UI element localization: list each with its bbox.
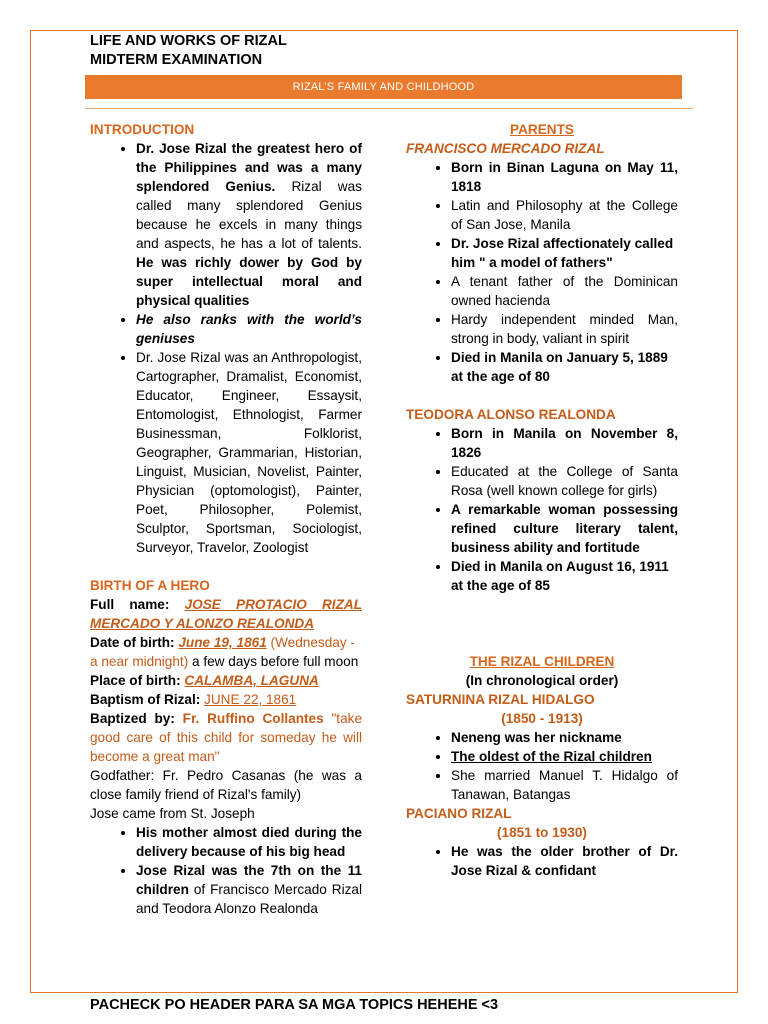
list-item (451, 234, 678, 272)
intro-professions: Dr. Jose Rizal was an Anthropologist, Cartographer, Dramalist, Economist, Educator, Engineer, Essaysit, Entomologist, Ethnologist, Farmer Businessman, Folklorist, Geographer, Grammarian, Historian, Linguist, Musician, Novelist, Painter, Physician (optomologist), Painter, Poet, Philosopher, Polemist, Sculptor, Sportsman, Sociologist, Surveyor, Travelor, Zoologist (136, 350, 362, 555)
mother-item: Educated at the College of Santa Rosa (well known college for girls) (451, 464, 678, 498)
list-item (451, 272, 678, 310)
baptized-value: Fr. Ruffino Collantes (182, 711, 324, 726)
father-item: Dr. Jose Rizal affectionately called him " a model of fathers" (451, 236, 674, 270)
children-subtitle: (In chronological order) (465, 673, 619, 688)
dob-line (90, 633, 362, 671)
dob-rest: a few days before full moon (188, 654, 359, 669)
intro-bold-text-2: He was richly dower by God by super intellectual moral and physical qualities (136, 255, 362, 308)
list-item (451, 348, 678, 386)
birth-bullet-2-text: of Francisco Mercado Rizal and Teodora Alonzo Realonda (136, 882, 362, 916)
list-item (136, 348, 362, 557)
baptized-quote: "take good care of this child for someday he will become a great man" (90, 711, 363, 764)
pob-line (90, 671, 362, 690)
child-2-item: He was the older brother of Dr. Jose Rizal & confidant (451, 844, 678, 878)
child-1-name: SATURNINA RIZAL HIDALGO (406, 692, 595, 707)
list-item (136, 310, 362, 348)
mother-name: TEODORA ALONSO REALONDA (406, 407, 616, 422)
banner-divider (85, 108, 693, 109)
birth-bullet-2-bold: Jose Rizal was the 7th on the 11 children (136, 863, 362, 897)
intro-list (90, 139, 362, 557)
mother-item: Born in Manila on November 8, 1826 (451, 426, 678, 460)
father-item: Hardy independent minded Man, strong in body, valiant in spirit (451, 312, 678, 346)
father-name: FRANCISCO MERCADO RIZAL (406, 141, 605, 156)
mother-item: A remarkable woman possessing refined culture literary talent, business ability and fortitude (451, 502, 678, 555)
parents-heading: PARENTS (510, 122, 574, 137)
father-list (406, 158, 678, 386)
birth-list (90, 823, 362, 918)
dob-note: (Wednesday - a near midnight) (90, 635, 355, 669)
baptized-label: Baptized by: (90, 711, 183, 726)
godfather-line: Godfather: Fr. Pedro Casanas (he was a close family friend of Rizal's family) (90, 768, 362, 802)
pob-value: CALAMBA, LAGUNA (184, 673, 319, 688)
list-item (451, 424, 678, 462)
section-banner: RIZAL’S FAMILY AND CHILDHOOD (85, 75, 682, 99)
baptized-line (90, 709, 362, 766)
left-column (90, 120, 362, 918)
pob-label: Place of birth (90, 673, 177, 688)
list-item (451, 500, 678, 557)
pob-colon: : (176, 673, 185, 688)
child-1-item: The oldest of the Rizal children (451, 749, 652, 764)
father-item: Died in Manila on January 5, 1889 at the age of 80 (451, 350, 668, 384)
child-1-item: She married Manuel T. Hidalgo of Tanawan, Batangas (451, 768, 678, 802)
list-item (451, 196, 678, 234)
baptism-value: JUNE 22, 1861 (204, 692, 297, 707)
st-joseph-line: Jose came from St. Joseph (90, 806, 255, 821)
list-item (451, 766, 678, 804)
list-item (136, 823, 362, 861)
child-2-years: (1851 to 1930) (497, 825, 587, 840)
list-item (136, 861, 362, 918)
father-item: Born in Binan Laguna on May 11, 1818 (451, 160, 678, 194)
right-column (406, 120, 678, 880)
mother-list (406, 424, 678, 595)
list-item (451, 158, 678, 196)
header-title: LIFE AND WORKS OF RIZAL (90, 33, 287, 49)
child-1-list (406, 728, 678, 804)
list-item (451, 462, 678, 500)
children-heading: THE RIZAL CHILDREN (469, 654, 615, 669)
list-item (451, 728, 678, 747)
intro-bold-text: Dr. Jose Rizal the greatest hero of the Philippines and was a many splendored Genius. (136, 141, 362, 194)
mother-item: Died in Manila on August 16, 1911 at the age of 85 (451, 559, 669, 593)
intro-heading: INTRODUCTION (90, 122, 195, 137)
birth-bullet-1: His mother almost died during the delivery because of his big head (136, 825, 362, 859)
full-name-label: Full name: (90, 597, 185, 612)
list-item (451, 310, 678, 348)
baptism-line (90, 690, 362, 709)
child-2-list (406, 842, 678, 880)
document-header (90, 32, 287, 70)
dob-label: Date of birth: (90, 635, 179, 650)
list-item (136, 139, 362, 310)
list-item (451, 747, 678, 766)
list-item (451, 557, 678, 595)
baptism-label: Baptism of Rizal: (90, 692, 205, 707)
child-1-years: (1850 - 1913) (501, 711, 583, 726)
footer-note: PACHECK PO HEADER PARA SA MGA TOPICS HEHEHE <3 (90, 997, 499, 1013)
father-item: A tenant father of the Dominican owned hacienda (451, 274, 678, 308)
intro-text: Rizal was called many splendored Genius because he excels in many things and aspects, he has a lot of talents. (136, 179, 362, 251)
father-item: Latin and Philosophy at the College of San Jose, Manila (451, 198, 678, 232)
dob-value: June 19, 1861 (178, 635, 267, 650)
full-name-value: JOSE PROTACIO RIZAL MERCADO Y ALONZO REALONDA (90, 597, 362, 631)
intro-geniuses: He also ranks with the world’s geniuses (136, 312, 362, 346)
header-subtitle: MIDTERM EXAMINATION (90, 52, 263, 68)
child-2-name: PACIANO RIZAL (406, 806, 512, 821)
full-name-line (90, 595, 362, 633)
list-item (451, 842, 678, 880)
child-1-item: Neneng was her nickname (451, 730, 622, 745)
birth-heading: BIRTH OF A HERO (90, 578, 210, 593)
